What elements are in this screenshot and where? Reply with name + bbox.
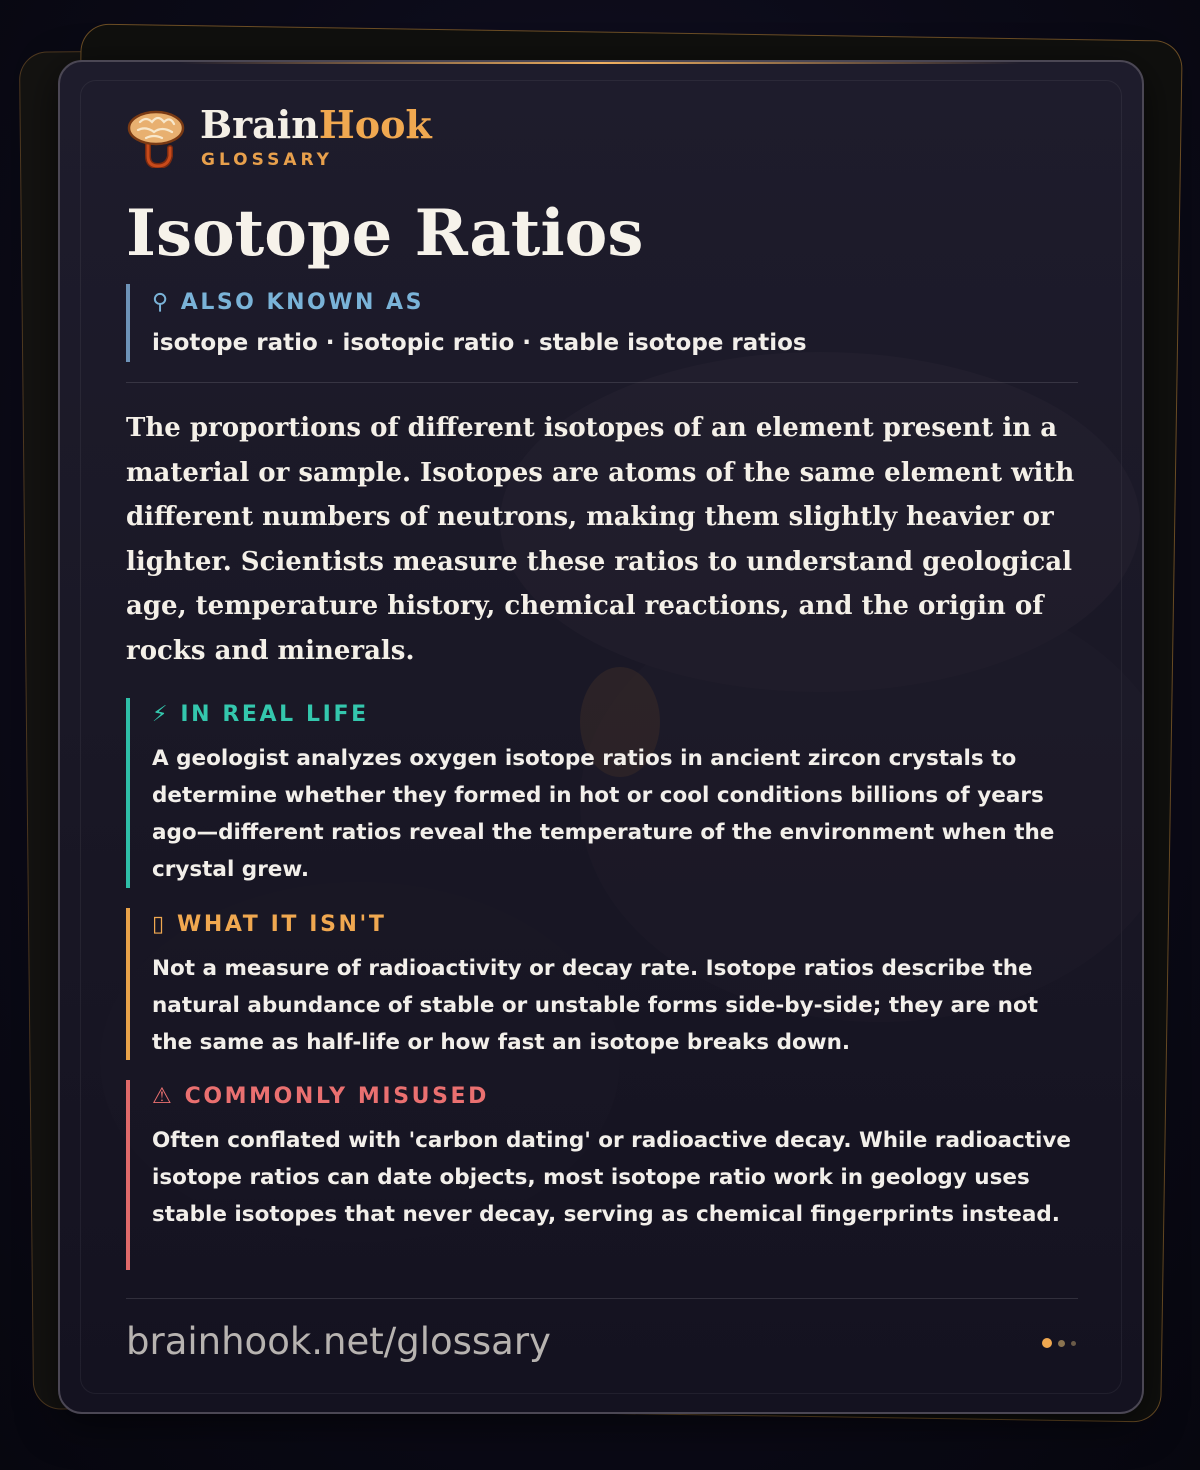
brain-hook-logo-icon [126,108,186,168]
brand-name-hook: Hook [318,102,432,147]
definition-text: The proportions of different isotopes of an element present in a material or sample. Isotopes are atoms of the same element with different numbers of neutrons, making them slightly heavier or lighter. Scientists measure these ratios to understand geological age, temperature history, chemical reactions, and the origin of rocks and minerals. [126,413,1075,666]
dot-active [1042,1338,1052,1348]
also-known-as-value: isotope ratio · isotopic ratio · stable isotope ratios [152,330,807,356]
brand-name-brain: Brain [200,102,319,147]
what-it-isnt-section [126,908,1082,1060]
what-it-isnt-body: Not a measure of radioactivity or decay rate. Isotope ratios describe the natural abundance of stable or unstable forms side-by-side; they are not the same as half-life or how fast an isotope breaks down. [152,956,1039,1055]
also-known-as-label: ALSO KNOWN AS [180,290,424,315]
brand-name [200,102,432,147]
lightbulb-icon: ⚲ [152,290,171,315]
commonly-misused-heading [152,1084,489,1109]
in-real-life-label: IN REAL LIFE [180,702,369,727]
lightning-icon: ⚡ [152,702,171,727]
in-real-life-heading [152,702,369,727]
term-title: Isotope Ratios [126,196,644,271]
brand-subtitle: GLOSSARY [201,150,333,170]
dot [1071,1341,1076,1346]
glossary-card [58,60,1144,1414]
footer-url[interactable]: brainhook.net/glossary [126,1320,551,1363]
what-it-isnt-label: WHAT IT ISN'T [176,912,387,937]
dot [1058,1340,1065,1347]
in-real-life-body: A geologist analyzes oxygen isotope ratios in ancient zircon crystals to determine whether they formed in hot or cool conditions billions of years ago—different ratios reveal the temperature of the environment when the crystal grew. [152,746,1055,882]
divider-top [126,382,1078,383]
commonly-misused-section [126,1080,1082,1270]
divider-bottom [126,1298,1078,1299]
commonly-misused-body: Often conflated with 'carbon dating' or radioactive decay. While radioactive isotope ratios can date objects, most isotope ratio work in geology uses stable isotopes that never decay, serving as chemical fingerprints instead. [152,1128,1071,1227]
warning-icon: ⚠ [152,1084,175,1109]
pagination-dots-icon [1042,1338,1082,1350]
also-known-as-heading [152,290,424,315]
what-it-isnt-heading [152,912,386,937]
also-known-as-section [126,284,1070,362]
commonly-misused-label: COMMONLY MISUSED [184,1084,490,1109]
in-real-life-section [126,698,1082,888]
unknown-glyph-icon: ▯ [152,912,167,937]
